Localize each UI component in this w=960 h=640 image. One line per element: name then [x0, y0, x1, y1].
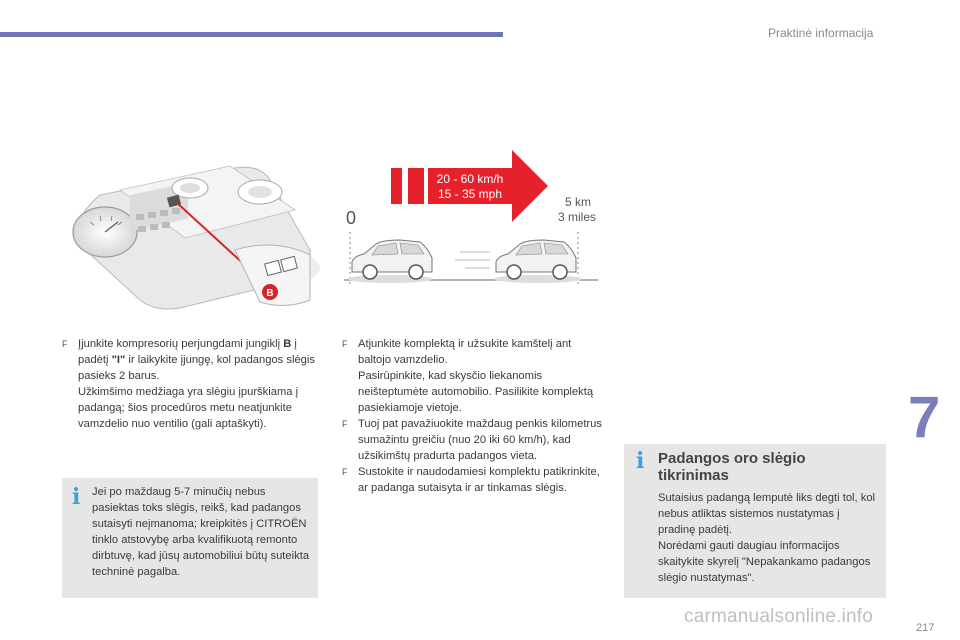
distance-miles-label: 3 miles — [558, 210, 597, 224]
bullet-text: Tuoj pat pavažiuokite maždaug penkis kilometrus sumažintu greičiu (nuo 20 iki 60 km/h), kad užsikimštų pradurta padangos vieta. — [358, 418, 602, 462]
info-heading: Padangos oro slėgio tikrinimas — [658, 450, 806, 484]
header-accent-bar — [0, 32, 503, 37]
bullet-mark: F — [62, 339, 68, 349]
bullet-mark: F — [342, 467, 348, 477]
info-text: Jei po maždaug 5-7 minučių nebus pasiektas toks slėgis, reikš, kad padangos sutaisyti neįmanoma; kreipkitės į CITROËN tinklo atstovybę arba kvalifikuotą remonto dirbtuvę, kad jūsų automobiliui būtų suteikta techninė pagalba. — [92, 486, 310, 578]
speed-distance-illustration — [340, 148, 602, 290]
speed-mph-label: 15 - 35 mph — [437, 187, 503, 201]
bullet-item — [342, 464, 604, 496]
info-box-tyre-pressure-check — [624, 444, 886, 598]
car-left — [348, 240, 432, 283]
watermark: carmanualsonline.info — [684, 606, 874, 627]
callout-label-b: B — [266, 288, 274, 299]
instructions-column-2 — [342, 336, 604, 496]
speed-kmh-label: 20 - 60 km/h — [436, 172, 504, 186]
instructions-column-1 — [62, 336, 318, 432]
section-title: Praktinė informacija — [768, 26, 874, 40]
start-distance-label: 0 — [346, 208, 357, 228]
info-box-pressure — [62, 478, 318, 598]
bullet-text: Atjunkite komplektą ir užsukite kamštelį ant baltojo vamzdelio. — [358, 338, 572, 366]
info-icon: i — [72, 484, 81, 510]
bullet-item — [342, 336, 604, 416]
bullet-text: Sustokite ir naudodamiesi komplektu patikrinkite, ar padanga sutaisyta ir ar tinkamas slėgis. — [358, 466, 600, 494]
info-icon: i — [636, 448, 645, 474]
bullet-item — [342, 416, 604, 464]
bullet-item — [62, 336, 318, 432]
bullet-mark: F — [342, 419, 348, 429]
compressor-illustration — [60, 150, 320, 315]
bullet-mark: F — [342, 339, 348, 349]
bullet-text: Įjunkite kompresorių perjungdami jungiklį B į padėtį "I" ir laikykite įjungę, kol padangos slėgis pasieks 2 barus. — [78, 338, 315, 382]
car-right — [494, 240, 582, 283]
info-text: Sutaisius padangą lemputė liks degti tol, kol nebus atliktas sistemos nustatymas į pradinę padėtį. Norėdami gauti daugiau informacijos skaitykite skyrelį "Nepakankamo padangos slėgio nustatymas". — [658, 492, 876, 584]
chapter-number: 7 — [908, 385, 941, 450]
bullet-continuation: Pasirūpinkite, kad skysčio liekanomis neišteptumėte automobilio. Pasilikite komplektą pasiekiamoje vietoje. — [358, 370, 594, 414]
distance-km-label: 5 km — [565, 195, 592, 209]
bullet-continuation: Užkimšimo medžiaga yra slėgiu įpurškiama į padangą; šios procedūros metu neatjunkite vamzdelio nuo ventilio (gali aptaškyti). — [78, 386, 299, 430]
page-number: 217 — [916, 622, 935, 634]
